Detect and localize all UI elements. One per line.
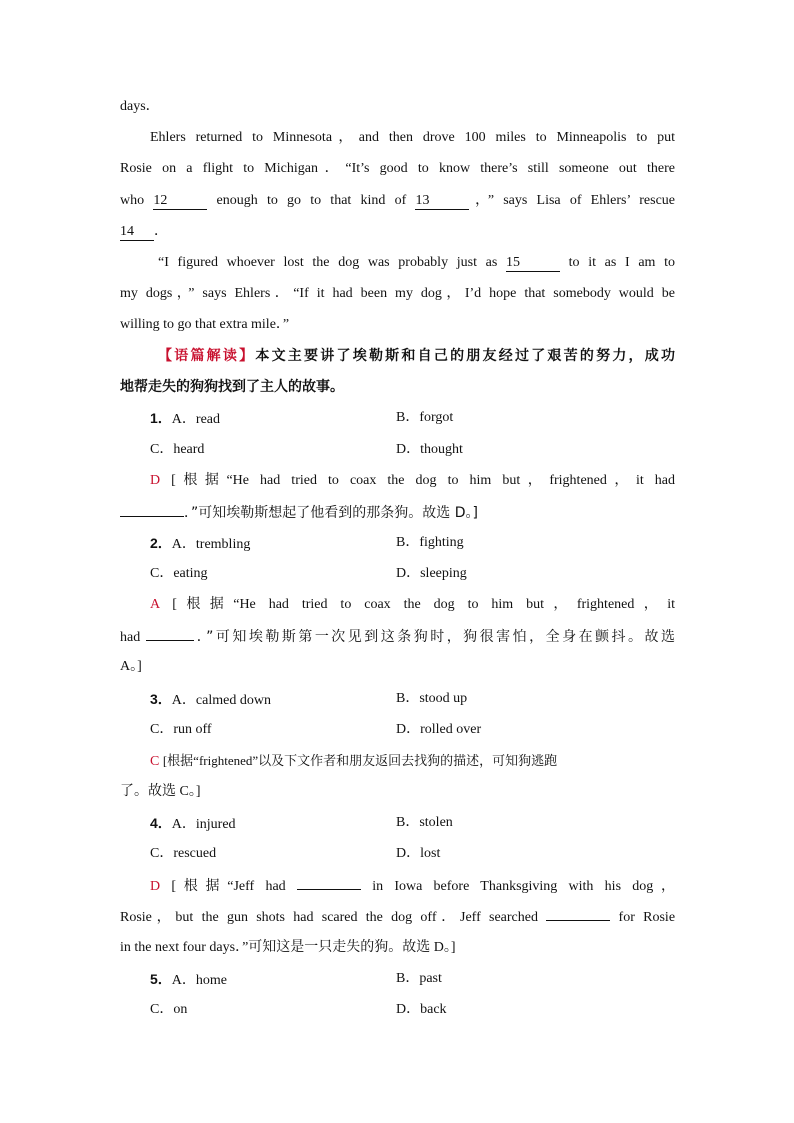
option-a: A．read	[171, 412, 220, 427]
explanation-line: 了。故选 C。]	[120, 784, 201, 799]
explanation-line	[150, 876, 675, 896]
question-number: 3．	[150, 691, 172, 707]
option-d: D．thought	[396, 442, 463, 457]
explanation-line	[120, 907, 675, 927]
explanation-text: Rosie，but the gun shots had scared the dog off．Jeff searched	[120, 910, 538, 925]
text-fragment: ，” says Lisa of Ehlers’ rescue	[469, 193, 676, 208]
text-fragment: enough to go to that kind of	[216, 193, 407, 208]
explanation-line	[120, 503, 675, 523]
passage-line: Ehlers returned to Minnesota，and then drove 100 miles to Minneapolis to put	[150, 130, 675, 145]
option-b: B．past	[396, 971, 442, 986]
explanation-text: had	[120, 630, 141, 645]
analysis-line	[158, 347, 675, 366]
option-d: D．back	[396, 1002, 447, 1017]
explanation-line	[150, 472, 675, 490]
question-3	[150, 690, 271, 710]
passage-line	[120, 223, 675, 241]
text-fragment: who	[120, 193, 145, 208]
answer-letter: D	[150, 473, 161, 488]
passage-line	[158, 254, 675, 272]
option-c: C．run off	[150, 722, 212, 737]
passage-line: days．	[120, 99, 160, 114]
explanation-text: ．”可知埃勒斯第一次见到这条狗时，狗很害怕，全身在颤抖。故选	[194, 629, 675, 645]
explanation-line	[150, 596, 675, 614]
explanation-text: [根据“Jeff had	[171, 879, 286, 894]
answer-letter: D	[150, 879, 161, 894]
explanation-text: [根据“He had tried to coax the dog to him but，frightened，it	[172, 597, 676, 612]
option-b: B．forgot	[396, 410, 454, 425]
question-number: 5．	[150, 971, 172, 987]
question-number: 2．	[150, 535, 172, 551]
passage-line: my dogs，” says Ehlers．“If it had been my dog，I’d hope that somebody would be	[120, 286, 675, 301]
text-fragment: “I figured whoever lost the dog was probably just as	[158, 255, 498, 270]
option-a: A．injured	[171, 817, 236, 832]
text-fragment: ．	[154, 224, 168, 239]
option-a: A．trembling	[171, 537, 251, 552]
explanation-line: A。]	[120, 659, 142, 674]
explanation-text: for Rosie	[618, 910, 676, 925]
answer-blank	[297, 876, 361, 890]
option-c: C．eating	[150, 566, 208, 581]
question-2	[150, 534, 250, 554]
option-b: B．stood up	[396, 691, 468, 706]
passage-line	[120, 192, 675, 210]
answer-blank	[146, 627, 194, 641]
analysis-text: 地帮走失的狗狗找到了主人的故事。	[120, 379, 344, 395]
answer-letter: C	[150, 754, 160, 769]
analysis-text: 本文主要讲了埃勒斯和自己的朋友经过了艰苦的努力，成功	[255, 348, 676, 364]
option-d: D．lost	[396, 846, 441, 861]
question-number: 4．	[150, 815, 172, 831]
blank-15: 15	[506, 255, 560, 272]
option-a: A．home	[171, 973, 228, 988]
option-d: D．sleeping	[396, 566, 467, 581]
option-c: C．on	[150, 1002, 188, 1017]
option-b: B．stolen	[396, 815, 453, 830]
explanation-text: ．”可知埃勒斯想起了他看到的那条狗。故选 D。]	[184, 505, 478, 521]
answer-letter: A	[150, 597, 160, 612]
blank-12: 12	[153, 193, 207, 210]
answer-blank	[120, 503, 184, 517]
question-number: 1．	[150, 410, 172, 426]
passage-line: Rosie on a flight to Michigan．“It’s good to know there’s still someone out there	[120, 161, 675, 176]
question-4	[150, 814, 236, 834]
explanation-line: in the next four days．”可知这是一只走失的狗。故选 D。]	[120, 940, 456, 955]
question-1	[150, 409, 220, 429]
explanation-line	[120, 627, 675, 647]
passage-line: willing to go that extra mile．”	[120, 317, 290, 332]
option-b: B．fighting	[396, 535, 464, 550]
explanation-text: [根据“He had tried to coax the dog to him but，frightened，it had	[171, 473, 675, 488]
analysis-line	[120, 378, 675, 397]
option-a: A．calmed down	[171, 693, 271, 708]
explanation-line	[150, 752, 675, 771]
question-5	[150, 970, 227, 990]
blank-14: 14	[120, 224, 154, 241]
option-d: D．rolled over	[396, 722, 482, 737]
explanation-text: [根据“frightened”以及下文作者和朋友返回去找狗的描述，可知狗逃跑	[162, 753, 558, 768]
analysis-tag: 【语篇解读】	[158, 348, 256, 364]
text-fragment: to it as I am to	[568, 255, 675, 270]
answer-blank	[546, 907, 610, 921]
option-c: C．rescued	[150, 846, 217, 861]
blank-13: 13	[415, 193, 469, 210]
explanation-text: in Iowa before Thanksgiving with his dog，	[372, 879, 676, 894]
option-c: C．heard	[150, 442, 205, 457]
